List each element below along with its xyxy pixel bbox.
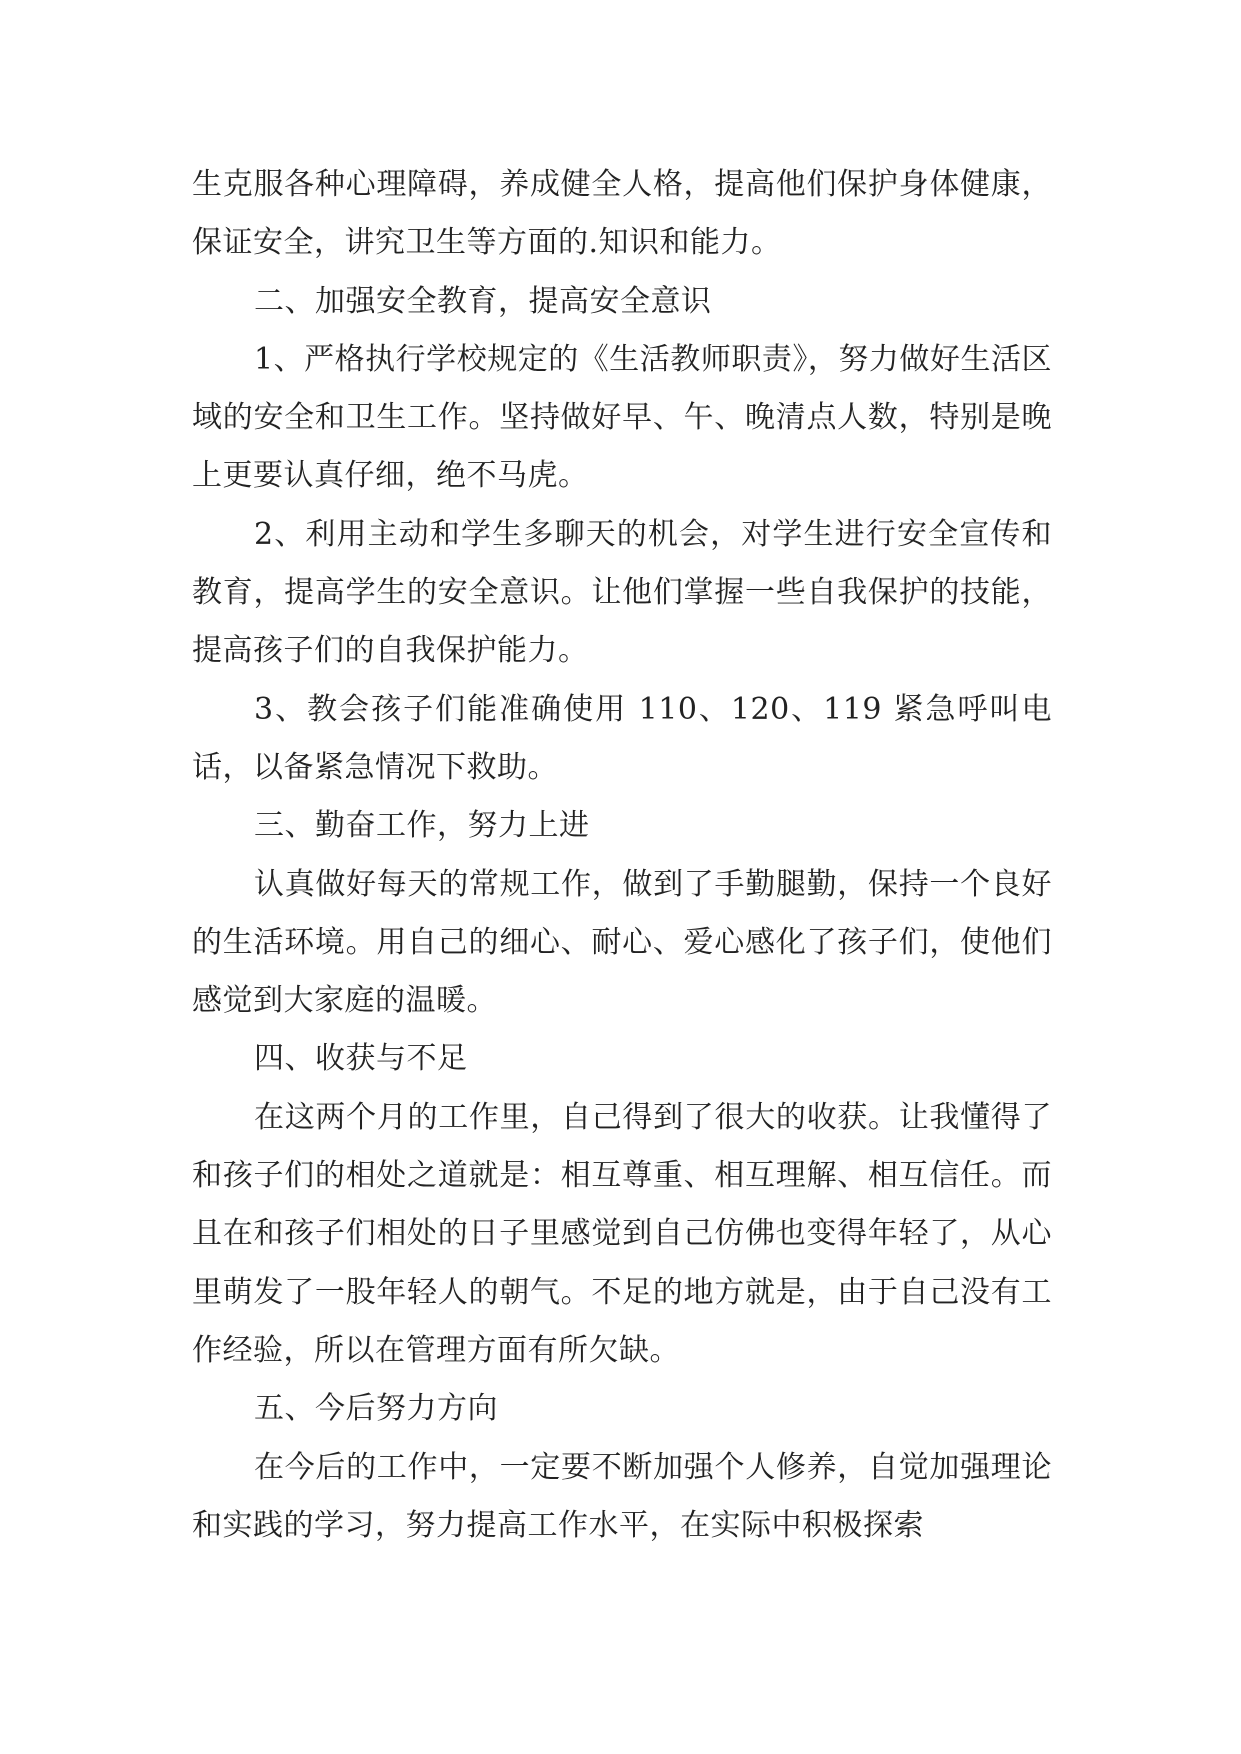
paragraph-item-3: 3、教会孩子们能准确使用 110、120、119 紧急呼叫电话，以备紧急情况下救助。	[192, 691, 1052, 785]
paragraph-item-1: 1、严格执行学校规定的《生活教师职责》，努力做好生活区域的安全和卫生工作。坚持做好早、午、晚清点人数，特别是晚上更要认真仔细，绝不马虎。	[192, 341, 1052, 494]
section-heading-gains-shortcomings: 四、收获与不足	[254, 1041, 468, 1077]
paragraph-routine-work: 认真做好每天的常规工作，做到了手勤腿勤，保持一个良好的生活环境。用自己的细心、耐心、爱心感化了孩子们，使他们感觉到大家庭的温暖。	[192, 866, 1052, 1019]
section-heading-diligent-work: 三、勤奋工作，努力上进	[254, 808, 590, 844]
paragraph-gains: 在这两个月的工作里，自己得到了很大的收获。让我懂得了和孩子们的相处之道就是：相互尊重、相互理解、相互信任。而且在和孩子们相处的日子里感觉到自己仿佛也变得年轻了，从心里萌发了一股年轻人的朝气。不足的地方就是，由于自己没有工作经验，所以在管理方面有所欠缺。	[192, 1099, 1052, 1368]
document-body	[192, 156, 1052, 1555]
paragraph-future-work: 在今后的工作中，一定要不断加强个人修养，自觉加强理论和实践的学习，努力提高工作水平，在实际中积极探索	[192, 1449, 1052, 1543]
section-heading-safety-education: 二、加强安全教育，提高安全意识	[254, 283, 712, 319]
paragraph-item-2: 2、利用主动和学生多聊天的机会，对学生进行安全宣传和教育，提高学生的安全意识。让他们掌握一些自我保护的技能，提高孩子们的自我保护能力。	[192, 516, 1052, 669]
paragraph-continued-text: 生克服各种心理障碍，养成健全人格，提高他们保护身体健康，保证安全，讲究卫生等方面的.知识和能力。	[192, 167, 1052, 261]
section-heading-future-direction: 五、今后努力方向	[254, 1391, 498, 1427]
